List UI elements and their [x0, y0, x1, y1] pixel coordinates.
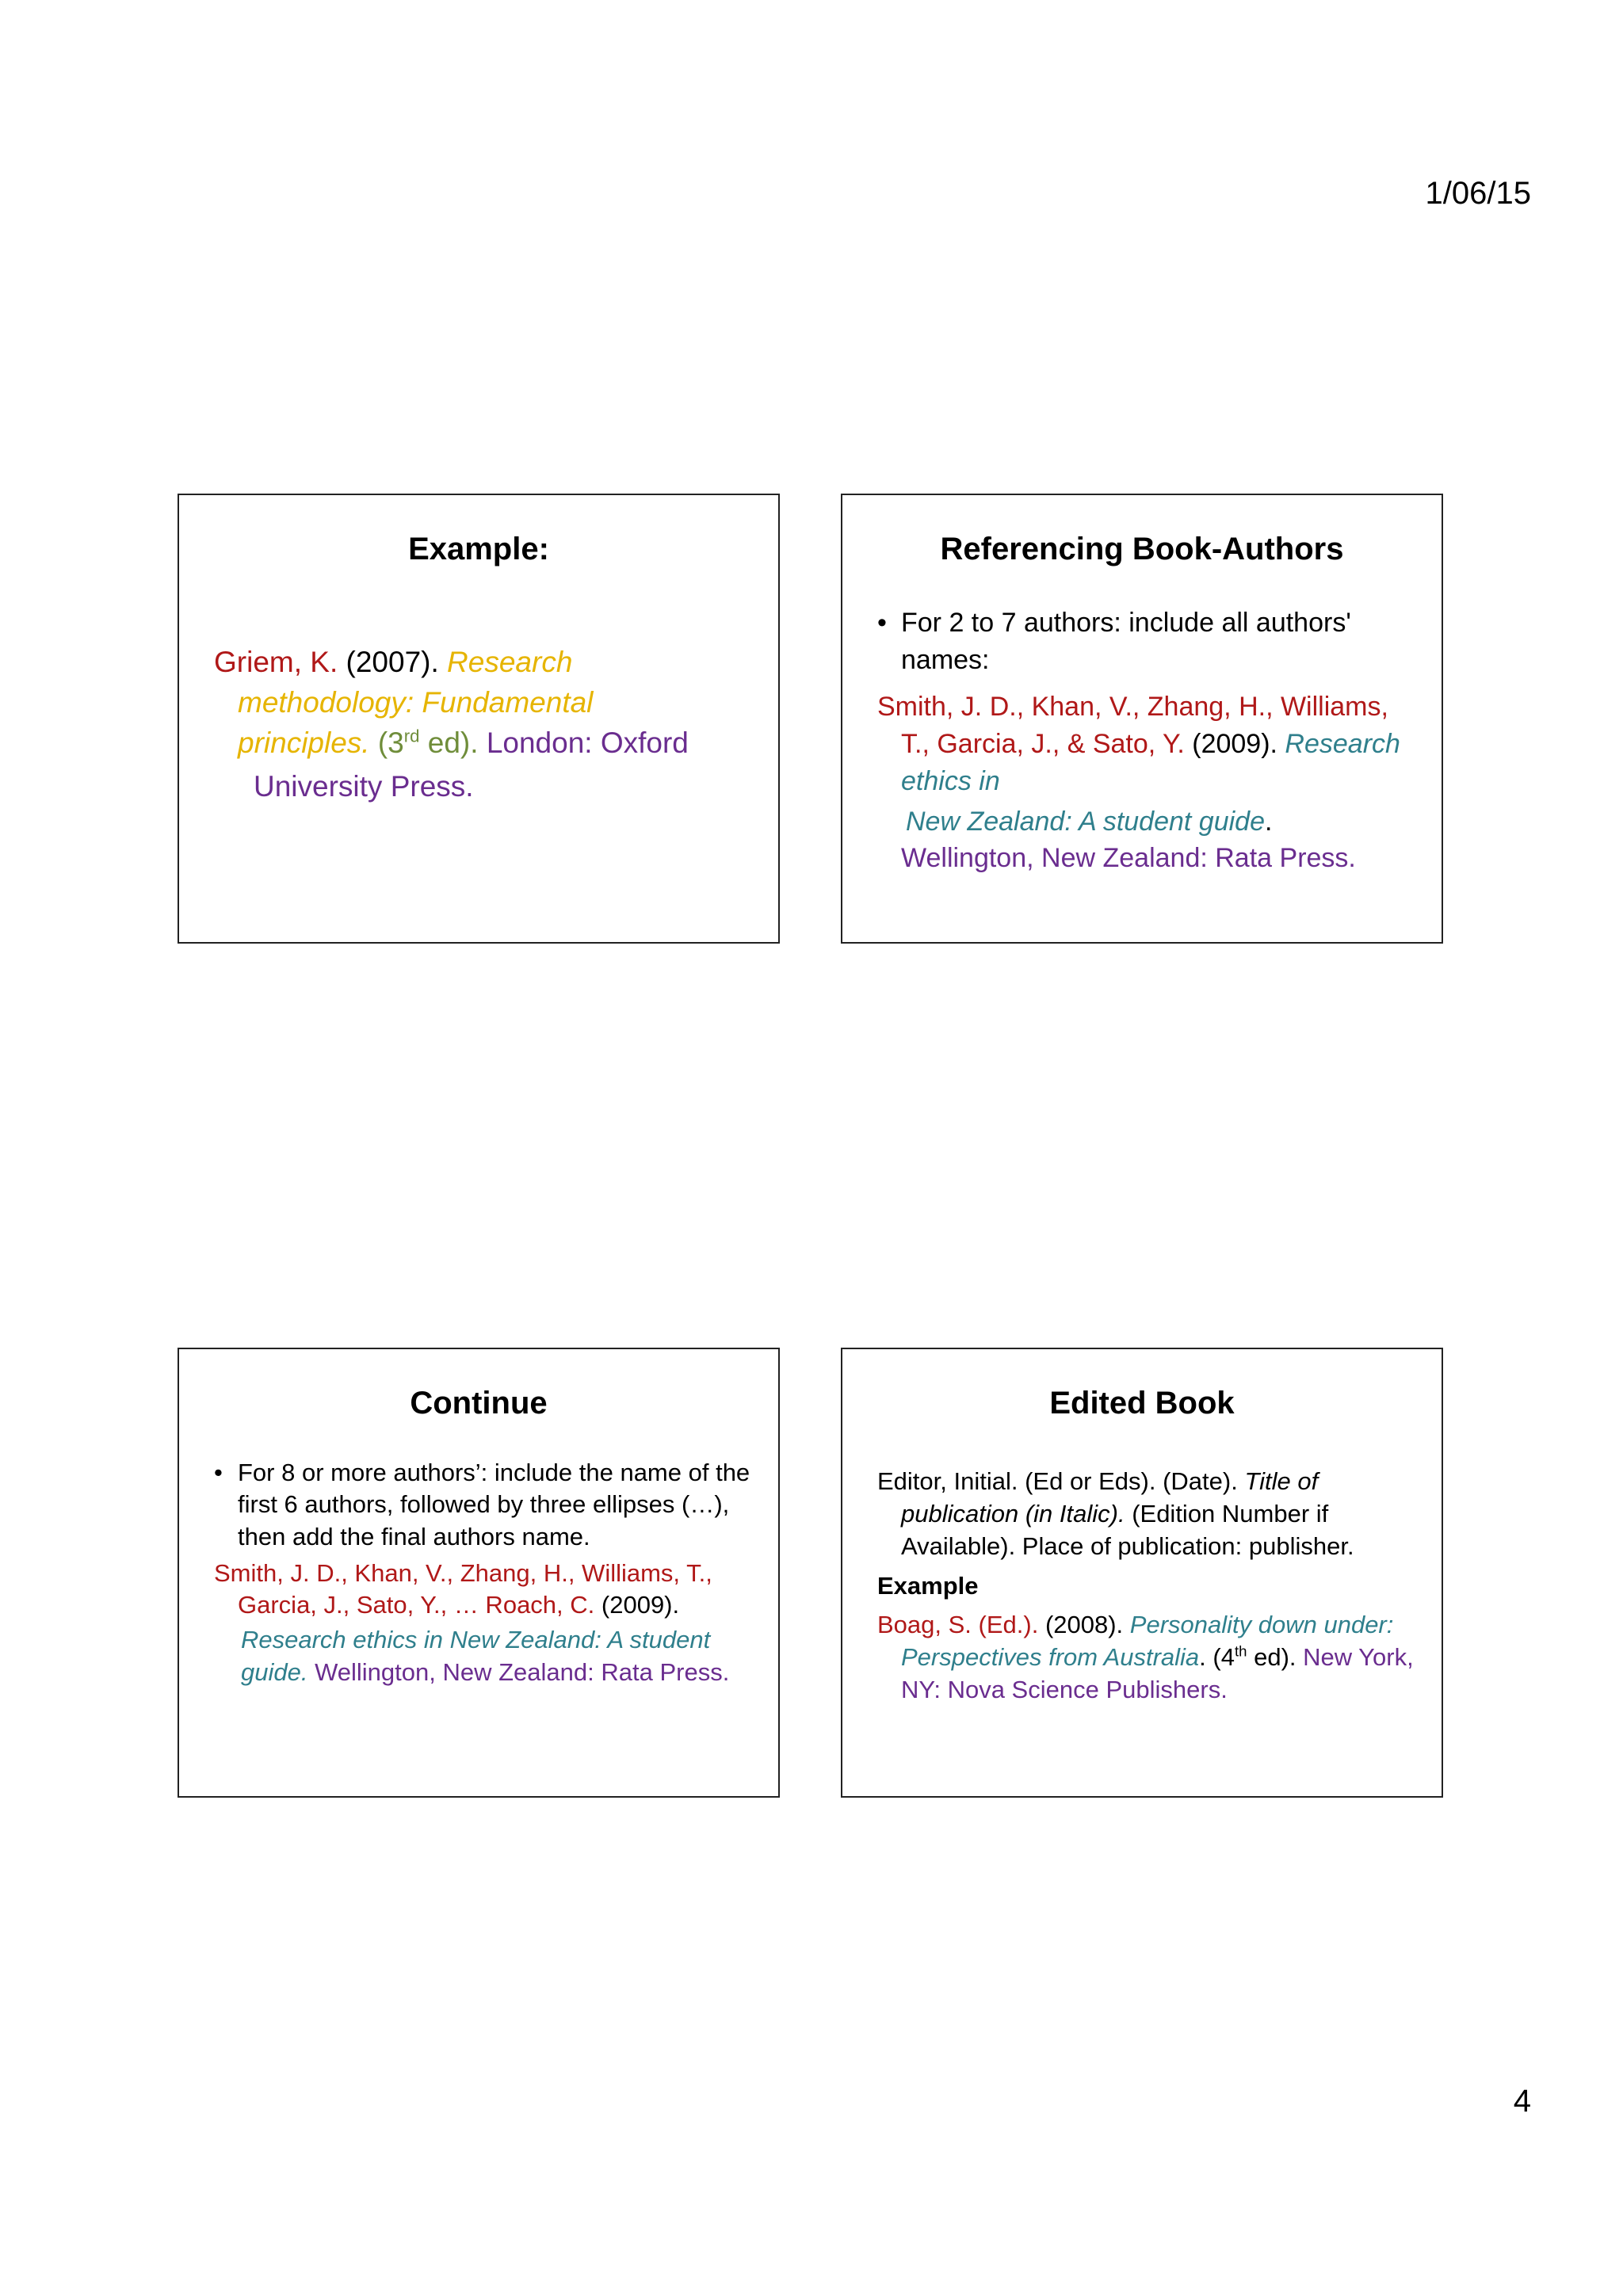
reference-publisher: New York, NY: Nova Science Publishers.	[901, 1643, 1414, 1704]
reference-example	[214, 1558, 754, 1622]
bullet-item	[877, 605, 1418, 679]
slide-title: Example:	[408, 532, 549, 566]
slide-body	[214, 1457, 754, 1688]
reference-publisher: Wellington, New Zealand: Rata Press.	[307, 1657, 730, 1686]
page-number: 4	[1513, 2084, 1531, 2119]
slide-referencing-book-authors	[841, 494, 1443, 944]
slide-body	[877, 605, 1418, 877]
reference-title-cont: New Zealand: A student guide.	[906, 806, 1273, 837]
reference-publisher: London: Oxford	[478, 727, 689, 760]
bullet-text: For 2 to 7 authors: include all authors' names:	[901, 608, 1351, 675]
slide-body	[214, 642, 754, 807]
reference-title: Personality down under: Perspectives from Australia	[901, 1610, 1394, 1672]
bullet-icon: •	[214, 1459, 223, 1486]
reference-publisher: Wellington, New Zealand: Rata Press.	[901, 843, 1356, 874]
reference-example	[214, 642, 754, 763]
reference-year: (2008).	[1038, 1610, 1130, 1638]
reference-example	[877, 688, 1418, 800]
format-description: Editor, Initial. (Ed or Eds). (Date). Title of publication (in Italic). (Edition Number if Available). Place of publication: publisher.	[877, 1467, 1354, 1561]
reference-author: Griem, K.	[214, 646, 338, 678]
slide-continue	[178, 1348, 780, 1798]
reference-year: (2009).	[594, 1591, 680, 1619]
bullet-text: For 8 or more authors’: include the name of the first 6 authors, followed by three ellipses (…), then add the final authors name.	[238, 1459, 750, 1550]
reference-title-cont: methodology: Fundamental	[238, 686, 594, 719]
reference-title: Research	[447, 646, 573, 678]
example-label: Example	[877, 1571, 979, 1600]
reference-edition: (3rd ed).	[369, 726, 479, 760]
reference-title: Research ethics in New Zealand: A student guide.	[241, 1626, 711, 1686]
reference-example	[877, 1608, 1418, 1707]
reference-edition: . (4th ed).	[1199, 1642, 1296, 1672]
reference-title: Research ethics in	[901, 728, 1400, 796]
slide-title: Continue	[410, 1386, 548, 1421]
reference-editor: Boag, S. (Ed.).	[877, 1610, 1039, 1638]
reference-title-line	[214, 1624, 754, 1688]
slide-title: Edited Book	[1049, 1386, 1235, 1421]
reference-authors: Smith, J. D., Khan, V., Zhang, H., Williams, T., Garcia, J., Sato, Y., … Roach, C.	[214, 1558, 712, 1619]
reference-year: (2007).	[338, 646, 448, 678]
bullet-item	[214, 1457, 754, 1553]
reference-publisher-cont: University Press.	[254, 770, 474, 803]
reference-title-end: principles.	[238, 727, 370, 760]
slide-title: Referencing Book-Authors	[940, 532, 1344, 566]
reference-year: (2009).	[1184, 728, 1285, 759]
slide-edited-book	[841, 1348, 1443, 1798]
bullet-icon: •	[877, 608, 887, 638]
reference-authors: Smith, J. D., Khan, V., Zhang, H., Williams, T., Garcia, J., & Sato, Y.	[877, 691, 1388, 759]
date-header: 1/06/15	[1425, 176, 1531, 211]
slide-body	[877, 1459, 1418, 1707]
slide-example	[178, 494, 780, 944]
